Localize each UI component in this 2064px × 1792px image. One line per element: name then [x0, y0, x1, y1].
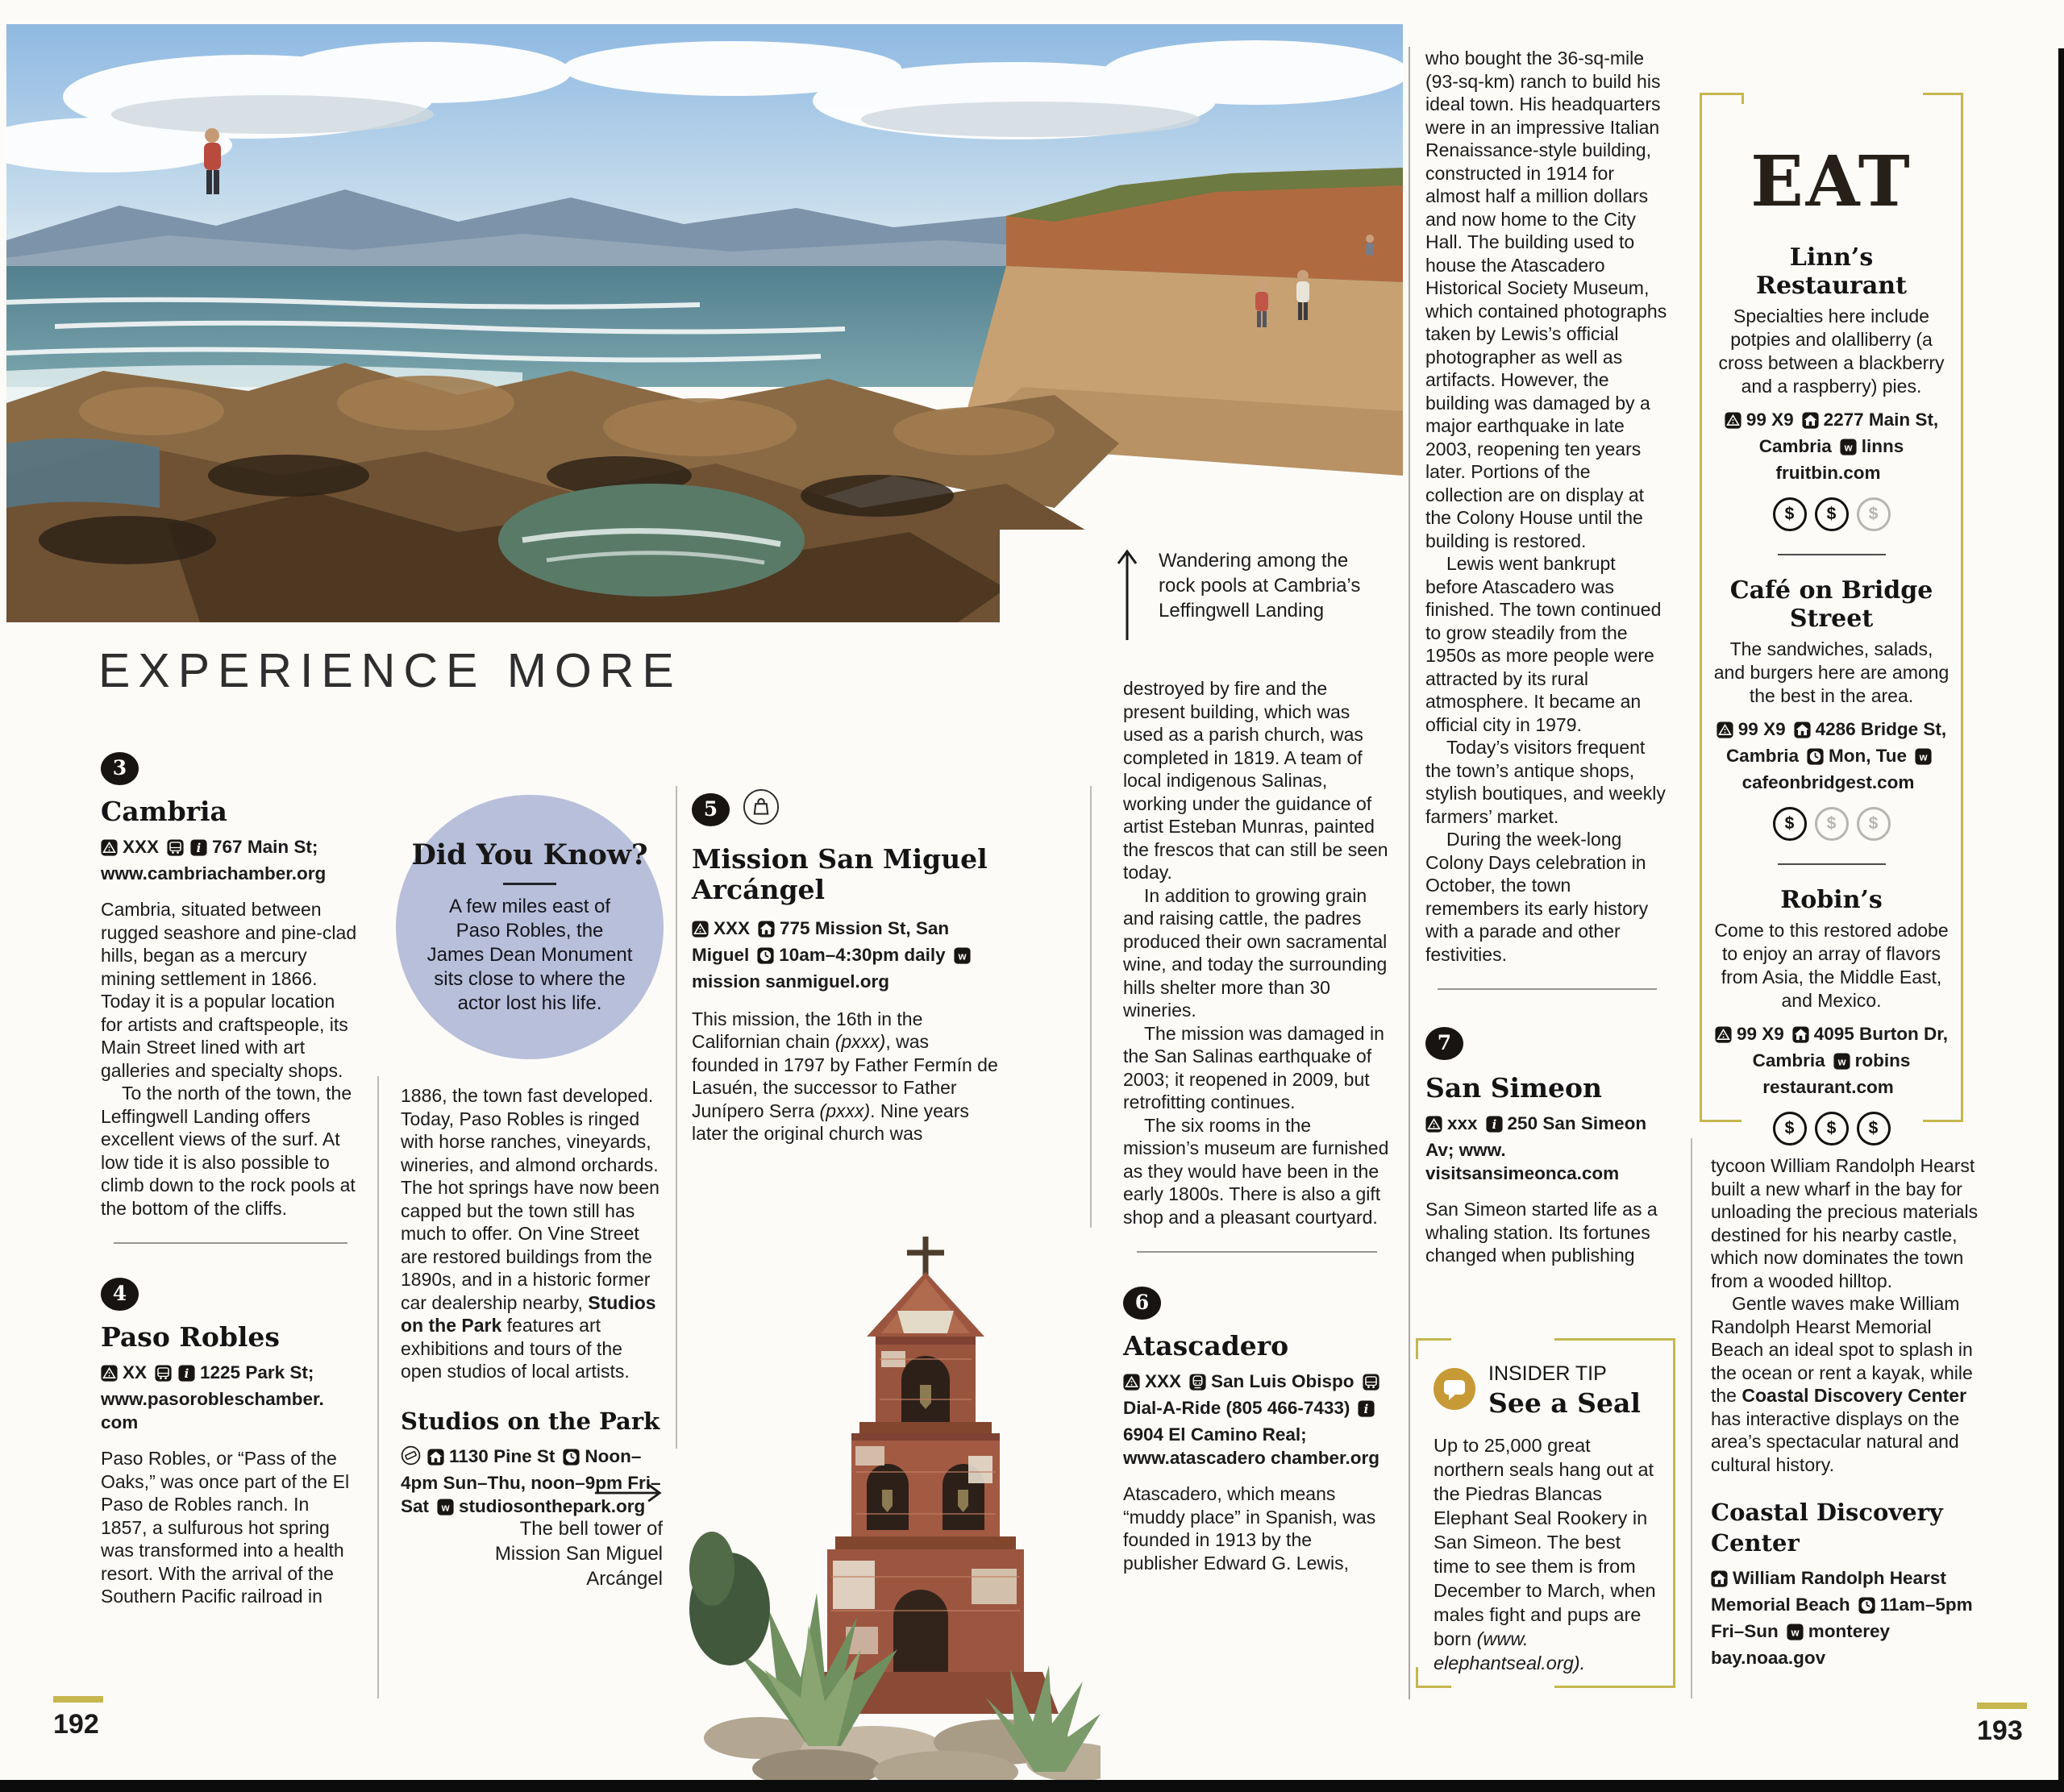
restaurant-description: The sandwiches, salads, and burgers here are among the best in the area. — [1713, 638, 1950, 706]
shopping-bag-icon — [743, 788, 780, 831]
column-hearst — [1711, 1154, 1980, 1669]
house-icon — [1792, 1025, 1809, 1049]
eat-entry — [1712, 886, 1950, 1145]
san-simeon-paragraphs: San Simeon started life as a whaling station. Its fortunes changed when publishing — [1425, 1199, 1658, 1266]
web-icon — [954, 946, 971, 970]
house-icon — [1711, 1570, 1728, 1593]
arrow-up-icon — [1115, 548, 1139, 647]
listing-title-paso-robles: Paso Robles — [101, 1321, 281, 1353]
web-icon — [1833, 1052, 1850, 1075]
price-rating — [1712, 497, 1950, 531]
book-edge-right — [2058, 48, 2064, 1792]
eat-entry — [1712, 243, 1950, 531]
map-icon — [1717, 721, 1733, 744]
arrow-right-icon — [593, 1494, 663, 1507]
listing-title-coastal: Coastal Discovery Center — [1711, 1499, 1943, 1557]
eat-divider — [1778, 554, 1886, 555]
info-icon — [178, 1364, 195, 1387]
bus-icon — [1363, 1373, 1379, 1396]
insider-tip-title: See a Seal — [1488, 1387, 1641, 1419]
listing-title-atascadero: Atascadero — [1123, 1330, 1289, 1362]
restaurant-description: Come to this restored adobe to enjoy an array of flavors from Asia, the Middle East, and Mexico. — [1714, 920, 1949, 1011]
column-divider — [1090, 786, 1092, 1228]
house-icon — [1802, 411, 1819, 434]
map-icon — [1123, 1373, 1140, 1396]
house-icon — [427, 1448, 444, 1471]
map-icon — [1425, 1115, 1442, 1138]
section-rule — [1438, 988, 1657, 990]
svg-text:i: i — [196, 841, 202, 856]
restaurant-description: Specialties here include potpies and olalliberry (a cross between a blackberry and a raspberry) pies. — [1718, 306, 1945, 397]
web-icon — [1787, 1623, 1804, 1646]
coastal-photo-art — [6, 24, 1403, 622]
listing-info-mission: XXX 775 Mission St, San Miguel 10am–4:30pm daily w mission sanmiguel.org — [692, 917, 1000, 993]
cambria-paragraphs: Cambria, situated between rugged seashore and pine-clad hills, began as a mercury mining settlement in 1866. Today it is a popular location for artists and craftspeople, its Main Street lined with art galleries and specialty shops. To the north of the town, the Leffingwell Landing offers excellent views of the surf. At low tide it is also possible to climb down to the rock pools at the bottom of the cliffs. — [101, 899, 357, 1219]
restaurant-name: Linn’s Restaurant — [1756, 243, 1907, 300]
top-photo-caption — [1115, 548, 1397, 647]
tip-frame — [1554, 1686, 1675, 1688]
clock-icon — [563, 1448, 580, 1471]
listing-info-coastal: William Randolph Hearst Memorial Beach 11am–5pm Fri–Sun w monterey bay.noaa.gov — [1711, 1568, 1973, 1668]
dollar-icon: $ — [1857, 807, 1891, 841]
svg-text:w: w — [1791, 1627, 1800, 1639]
caption-text: The bell tower of Mission San Miguel Arcángel — [494, 1518, 663, 1590]
atascadero-paragraphs: Atascadero, which means “muddy place” in Spanish, was founded in 1913 by the publisher Edward G. Lewis, — [1123, 1483, 1376, 1574]
column-cambria — [101, 752, 360, 1608]
listing-info-paso-robles: XX i 1225 Park St; www.pasorobleschamber. com — [101, 1362, 324, 1432]
did-you-know-title: Did You Know? — [411, 838, 648, 871]
info-icon — [1358, 1399, 1375, 1423]
paso-robles-paragraphs: Paso Robles, or “Pass of the Oaks,” was once part of the El Paso de Robles ranch. In 1857, a sulfurous hot spring was transformed into a health resort. With the arrival of the Southern Pacific railroad in — [101, 1448, 350, 1607]
listing-title-san-simeon: San Simeon — [1425, 1072, 1602, 1104]
column-mission-continued — [1123, 677, 1391, 1574]
clock-icon — [1858, 1596, 1875, 1619]
bus-icon — [167, 838, 184, 862]
admission-icon — [401, 1445, 421, 1471]
did-you-know-text: A few miles east of Paso Robles, the James Dean Monument sits close to where the actor lost his life. — [427, 896, 633, 1014]
clock-icon — [757, 946, 774, 970]
coastal-photo — [6, 24, 1403, 622]
bus-icon — [155, 1364, 172, 1387]
sight-number-badge: 3 — [101, 752, 139, 785]
sight-number-badge: 4 — [101, 1278, 139, 1311]
column-mission — [692, 788, 1000, 1145]
dollar-icon: $ — [1773, 1112, 1807, 1145]
dollar-icon: $ — [1815, 807, 1849, 841]
svg-text:w: w — [441, 1501, 450, 1513]
info-icon — [1486, 1115, 1503, 1138]
sight-number-badge: 6 — [1123, 1287, 1161, 1320]
map-icon — [101, 1364, 118, 1387]
dollar-icon: $ — [1773, 497, 1807, 531]
price-rating — [1712, 1112, 1950, 1145]
map-icon — [1715, 1025, 1732, 1049]
eat-entries — [1712, 243, 1950, 1145]
atascadero-continued-paragraphs: who bought the 36-sq-mile (93-sq-km) ranch to build his ideal town. His headquarters were in an impressive Italian Renaissance-style building, constructed in 1914 for almost half a million dollars and now home to the City Hall. The building used to house the Atascadero Historical Society Museum, which contained photographs taken by Lewis’s official photographer as well as artifacts. However, the building was damaged by a major earthquake in late 2003, reopening ten years later. Portions of the collection are on display at the Colony House until the building is restored. Lewis went bankrupt before Atascadero was finished. The town continued to grow steadily from the 1950s as more people were attracted by its rural atmosphere. It became an official city in 1979. Today’s visitors frequent the town’s antique shops, stylish boutiques, and weekly farmers’ market. During the week-long Colony Days celebration in October, the town remembers its early history with a parade and other festivities. — [1425, 48, 1667, 965]
train-icon — [1189, 1373, 1206, 1396]
house-icon — [758, 920, 775, 943]
tip-frame — [1416, 1686, 1451, 1688]
svg-text:i: i — [1492, 1117, 1496, 1133]
listing-info-cambria: XXX i 767 Main St; www.cambriachamber.org — [101, 837, 327, 884]
svg-text:w: w — [1919, 751, 1928, 763]
paso-continued-paragraphs: 1886, the town fast developed. Today, Paso Robles is ringed with horse ranches, vineyards, wineries, and almond orchards. The hot springs have now been capped but the town still has much to offer. On Vine Street are restored buildings from the 1890s, and in a historic former car dealership nearby, Studios on the Park features art exhibitions and tours of the open studios of local artists. — [401, 1085, 660, 1382]
dollar-icon: $ — [1857, 497, 1891, 531]
section-rule — [1137, 1251, 1378, 1253]
clock-icon — [1807, 747, 1824, 771]
page-tick — [53, 1696, 103, 1703]
dollar-icon: $ — [1857, 1112, 1891, 1145]
eat-heading: EAT — [1750, 141, 1912, 222]
bell-tower-photo — [688, 1230, 1101, 1782]
did-you-know-rule — [503, 883, 556, 885]
mission-paragraphs: This mission, the 16th in the Californian chain (pxxx), was founded in 1797 by Father Fermín de Lasuén, the successor to Father Junípero Serra (pxxx). Nine years later the original church was — [692, 1008, 998, 1144]
eat-content — [1700, 93, 1963, 1145]
column-divider — [676, 786, 677, 1449]
insider-tip-text: Up to 25,000 great northern seals hang out at the Piedras Blancas Elephant Seal Rookery in San Simeon. The best time to see them is from December to March, when males fight and pups are born (www. elephantseal.org). — [1434, 1435, 1656, 1674]
svg-text:w: w — [1837, 1056, 1846, 1068]
restaurant-info: 99 X9 4095 Burton Dr, Cambria w robins restaurant.com — [1712, 1022, 1950, 1099]
web-icon — [1840, 438, 1857, 461]
page-number-left: 192 — [53, 1696, 103, 1740]
did-you-know-bubble — [396, 795, 664, 1059]
sight-number-badge: 7 — [1425, 1027, 1463, 1060]
section-rule — [114, 1242, 347, 1244]
page-gutter — [1409, 47, 1410, 1699]
restaurant-info: 99 X9 4286 Bridge St, Cambria Mon, Tue w cafeonbridgest.com — [1712, 717, 1950, 794]
dollar-icon: $ — [1815, 497, 1849, 531]
bush-left — [689, 1532, 770, 1665]
dollar-icon: $ — [1773, 807, 1807, 841]
eat-entry — [1712, 576, 1950, 841]
svg-text:i: i — [184, 1366, 189, 1382]
eat-divider — [1778, 863, 1886, 865]
column-paso-continued — [401, 1084, 667, 1521]
book-edge-bottom — [0, 1780, 2064, 1792]
restaurant-name: Robin’s — [1780, 886, 1883, 914]
house-icon — [1794, 721, 1811, 744]
listing-title-mission: Mission San Miguel Arcángel — [692, 842, 988, 905]
map-icon — [101, 838, 118, 862]
svg-text:i: i — [1364, 1402, 1369, 1417]
speech-bubble-icon — [1434, 1368, 1475, 1414]
listing-title-cambria: Cambria — [101, 796, 227, 827]
svg-text:w: w — [958, 950, 967, 962]
map-icon — [1725, 411, 1742, 434]
page-number-right: 193 — [1977, 1703, 2027, 1747]
restaurant-info: 99 X9 2277 Main St, Cambria w linns fruitbin.com — [1712, 408, 1950, 484]
info-icon — [190, 838, 207, 862]
map-icon — [692, 920, 709, 943]
column-atascadero-continued — [1425, 47, 1669, 1267]
listing-info-atascadero: XXX San Luis ObispoDial-A-Ride (805 466-7433) i 6904 El Camino Real; www.atascadero chamber.org — [1123, 1371, 1380, 1468]
column-divider — [377, 1076, 379, 1698]
price-rating — [1712, 807, 1950, 841]
eat-sidebar — [1700, 93, 1963, 1137]
dollar-icon: $ — [1815, 1112, 1849, 1145]
restaurant-name: Café on Bridge Street — [1729, 576, 1933, 633]
listing-info-studios: 1130 Pine St Noon–4pm Sun–Thu, noon–9pm Fri–Sat w studiosonthepark.org — [401, 1445, 667, 1521]
web-icon — [1915, 747, 1932, 771]
sight-number-badge: 5 — [692, 793, 730, 826]
listing-title-studios: Studios on the Park — [401, 1407, 660, 1435]
section-heading: EXPERIENCE MORE — [98, 644, 682, 697]
listing-info-san-simeon: xxx i 250 San Simeon Av; www. visitsansimeonca.com — [1425, 1113, 1647, 1183]
svg-text:w: w — [1844, 442, 1853, 454]
tower-photo-caption — [452, 1482, 663, 1591]
page-tick — [1977, 1703, 2027, 1709]
hearst-paragraphs: tycoon William Randolph Hearst built a new wharf in the bay for unloading the precious materials destined for his nearby castle, which now dominates the town from a wooded hilltop. Gentle waves make William Randolph Hearst Memorial Beach an ideal spot to splash in the ocean or rent a kayak, while the Coastal Discovery Center has interactive displays on the area’s spectacular natural and cultural history. — [1711, 1155, 1979, 1475]
insider-tip-box — [1416, 1338, 1675, 1688]
caption-text: Wandering among the rock pools at Cambria’s Leffingwell Landing — [1159, 550, 1361, 622]
bell-tower-art — [688, 1230, 1101, 1782]
column-divider — [1691, 1138, 1692, 1698]
insider-tip-kicker: INSIDER TIP — [1488, 1362, 1607, 1385]
mission-continued-paragraphs: destroyed by fire and the present building, which was used as a parish church, was completed in 1819. A team of local indigenous Salinas, working under the guidance of artist Esteban Munras, painted the frescos that can still be seen today. In addition to growing grain and raising cattle, the padres produced their own sacramental wine, and today the surrounding hills shelter more than 30 wineries. The mission was damaged in the San Salinas earthquake of 2003; it reopened in 2009, but retrofitting continues. The six rooms in the mission’s museum are furnished as they would have been in the early 1800s. There is also a gift shop and a pleasant courtyard. — [1123, 678, 1389, 1228]
